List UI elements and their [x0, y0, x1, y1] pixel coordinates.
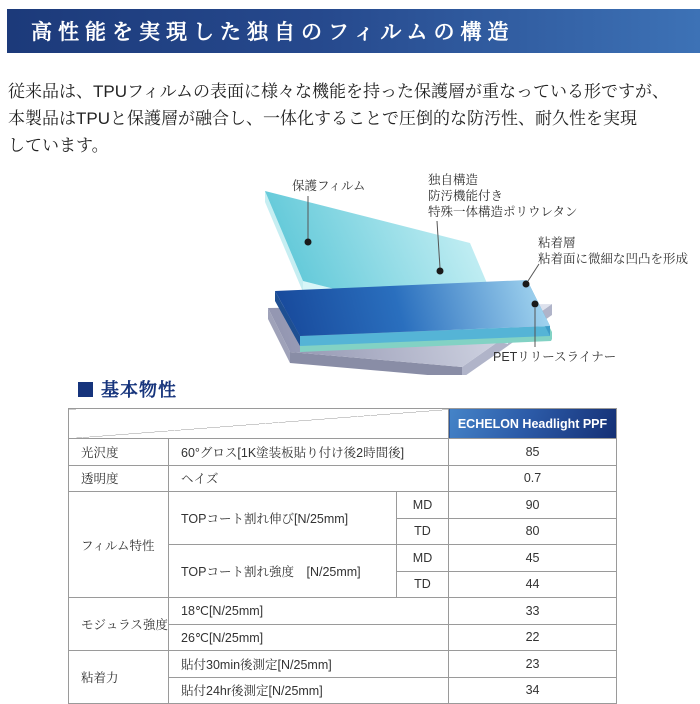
table-row	[69, 492, 617, 519]
table-row	[69, 651, 617, 678]
direction-cell: TD	[397, 518, 449, 545]
intro-line: しています。	[8, 136, 109, 155]
table-row	[69, 598, 617, 625]
intro-line: 従来品は、TPUフィルムの表面に様々な機能を持った保護層が重なっている形ですが、	[8, 82, 669, 101]
category-cell: 透明度	[69, 465, 169, 492]
page-title: 高性能を実現した独自のフィルムの構造	[31, 20, 515, 44]
callout-adhesive	[523, 235, 689, 288]
intro-paragraph	[8, 78, 698, 159]
category-cell: フィルム特性	[69, 492, 169, 598]
section-square-icon	[78, 382, 93, 397]
value-cell: 80	[449, 518, 617, 545]
film-structure-diagram	[180, 163, 700, 375]
intro-line: 本製品はTPUと保護層が融合し、一体化することで圧倒的な防汚性、耐久性を実現	[8, 109, 637, 128]
desc-cell: 貼付24hr後測定[N/25mm]	[169, 677, 449, 704]
value-cell: 44	[449, 571, 617, 598]
value-cell: 34	[449, 677, 617, 704]
callout-dot	[305, 239, 312, 246]
value-cell: 23	[449, 651, 617, 678]
desc-cell: 26℃[N/25mm]	[169, 624, 449, 651]
section-heading-text: 基本物性	[101, 380, 177, 400]
basic-properties-table	[68, 408, 617, 704]
value-cell: 33	[449, 598, 617, 625]
label-adhesive-1: 粘着層	[538, 236, 576, 250]
callout-dot	[532, 301, 539, 308]
table-row	[69, 439, 617, 466]
value-cell: 22	[449, 624, 617, 651]
desc-cell: 18℃[N/25mm]	[169, 598, 449, 625]
desc-cell: 60°グロス[1K塗装板貼り付け後2時間後]	[169, 439, 449, 466]
desc-cell: ヘイズ	[169, 465, 449, 492]
desc-cell: TOPコート割れ強度 [N/25mm]	[169, 545, 397, 598]
callout-dot	[523, 281, 530, 288]
direction-cell: TD	[397, 571, 449, 598]
label-unique-1: 独自構造	[428, 173, 479, 187]
product-header-cell: ECHELON Headlight PPF	[449, 409, 617, 439]
value-cell: 90	[449, 492, 617, 519]
label-unique-3: 特殊一体構造ポリウレタン	[428, 205, 578, 219]
direction-cell: MD	[397, 545, 449, 572]
value-cell: 0.7	[449, 465, 617, 492]
category-cell: 光沢度	[69, 439, 169, 466]
label-unique-2: 防汚機能付き	[428, 189, 504, 203]
label-pet-liner: PETリリースライナー	[493, 350, 617, 364]
label-protect-film: 保護フィルム	[292, 179, 366, 193]
table-row	[69, 465, 617, 492]
callout-dot	[437, 268, 444, 275]
direction-cell: MD	[397, 492, 449, 519]
value-cell: 85	[449, 439, 617, 466]
page-header-banner	[7, 9, 700, 53]
category-cell: モジュラス強度	[69, 598, 169, 651]
table-row	[69, 409, 617, 439]
diagonal-header-cell	[69, 409, 449, 439]
film-structure-svg	[180, 163, 700, 375]
desc-cell: TOPコート割れ伸び[N/25mm]	[169, 492, 397, 545]
value-cell: 45	[449, 545, 617, 572]
category-cell: 粘着力	[69, 651, 169, 704]
label-adhesive-2: 粘着面に微細な凹凸を形成	[538, 252, 689, 266]
section-heading	[78, 376, 177, 402]
polyurethane-layer	[275, 280, 552, 352]
desc-cell: 貼付30min後測定[N/25mm]	[169, 651, 449, 678]
